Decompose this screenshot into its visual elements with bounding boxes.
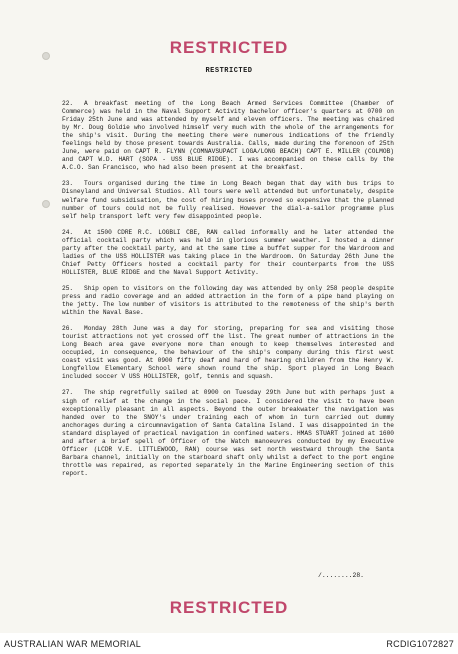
paragraph-number: 26. [62,325,74,333]
continuation-marker: /........28. [318,572,365,579]
paragraph-text: Monday 28th June was a day for storing, preparing for sea and visiting those tourist attractions not yet crossed off the list. The great number of attractions in the Long Beach area gave everyone more than enough to keep themselves interested and occupied, in consequence, the behaviour of the ship's company during this first west coast visit was good. At 0900 fifty deaf and hard of hearing children from the Henry W. Longfellow Elementary School were shown round the ship. Sport played in Long Beach included soccer V USS HOLLISTER, golf, tennis and squash. [62,325,394,381]
footer-archive-name: AUSTRALIAN WAR MEMORIAL [4,639,142,649]
paragraph-number: 24. [62,228,74,236]
paragraph-text: A breakfast meeting of the Long Beach Armed Services Committee (Chamber of Commerce) was held in the Naval Support Activity bachelor officer's quarters at 0700 on Friday 25th June and was attended by myself and eleven officers. The meeting was chaired by Mr. Doug Goldie who involved himself very much with the whole of the arrangements for the ship's visit. During the meeting there were numerous indications of the friendly feelings held by those present towards Australia. Calls, made during the forenoon of 25th June, were paid on CAPT R. FLYNN (COMNAVSUPACT LOGA/LONG BEACH) CAPT E. MILLER (COLMOB) and CAPT W.D. HART (SOPA - USS BLUE RIDGE). I was accompanied on these calls by the A.C.O. San Francisco, who had also been present at the breakfast. [62,100,394,172]
restricted-stamp-bottom: RESTRICTED [169,598,289,617]
punch-hole [42,200,50,208]
paragraph-text: The ship regretfully sailed at 0900 on Tuesday 29th June but with perhaps just a sigh of relief at the change in the social pace. I considered the visit to have been exceptionally pleasant in all aspects. Beyond the outer breakwater the navigation was handed over to the SNOY's under training each of whom in turn carried out dummy anchorages during a circumnavigation of Santa Catalina Island. I was disappointed in the standard displayed of practical navigation in confined waters. HMAS STUART joined at 1600 and after a brief spell of Officer of the Watch manoeuvres conducted by my Executive Officer (LCDR V.E. LITTLEWOOD, RAN) course was set north westward through the Santa Barbara channel, initially on the starboard shaft only whilst a defect to the port engine throttle was repaired, as reported separately in the Marine Engineering section of this report. [62,389,394,477]
paragraph-number: 27. [62,389,74,397]
paragraph-text: At 1500 CDRE R.C. LOGBLI CBE, RAN called informally and he later attended the official cocktail party which was held in glorious summer weather. I hosted a dinner party after the cocktail party, and at the same time a buffet supper for the Wardroom and ladies of the USS HOLLISTER was taking place in the Wardroom. On Saturday 26th June the Chief Petty Officers hosted a cocktail party for their counterparts from the USS HOLLISTER, BLUE RIDGE and the Naval Support Activity. [62,228,394,276]
paragraph-number: 22. [62,100,74,107]
paragraph [62,180,394,220]
paragraph-number: 23. [62,180,74,188]
document-body [62,100,394,486]
archive-footer [0,637,458,654]
paragraph-number: 25. [62,284,74,292]
paragraph-text: Tours organised during the time in Long Beach began that day with bus trips to Disneyland and Universal Studios. All tours were well attended but unfortunately, despite welfare fund subsidisation, the cost of hiring buses proved so expensive that the planned number of tours could not be fully realised. However the dial-a-sailor programme plus self help transport left very few disappointed people. [62,180,394,220]
paragraph [62,285,394,317]
paragraph [62,229,394,277]
paragraph [62,389,394,478]
paragraph [62,325,394,381]
classification-heading: RESTRICTED [205,67,253,75]
paragraph-text: Ship open to visitors on the following day was attended by only 258 people despite press and radio coverage and an added attraction in the form of a pipe band playing on the jetty. The low number of visitors is attributed to the remoteness of the ship's berth within the Naval Base. [62,284,394,317]
footer-record-id: RCDIG1072827 [386,639,454,649]
paragraph [62,100,394,172]
restricted-stamp-top: RESTRICTED [169,38,289,57]
